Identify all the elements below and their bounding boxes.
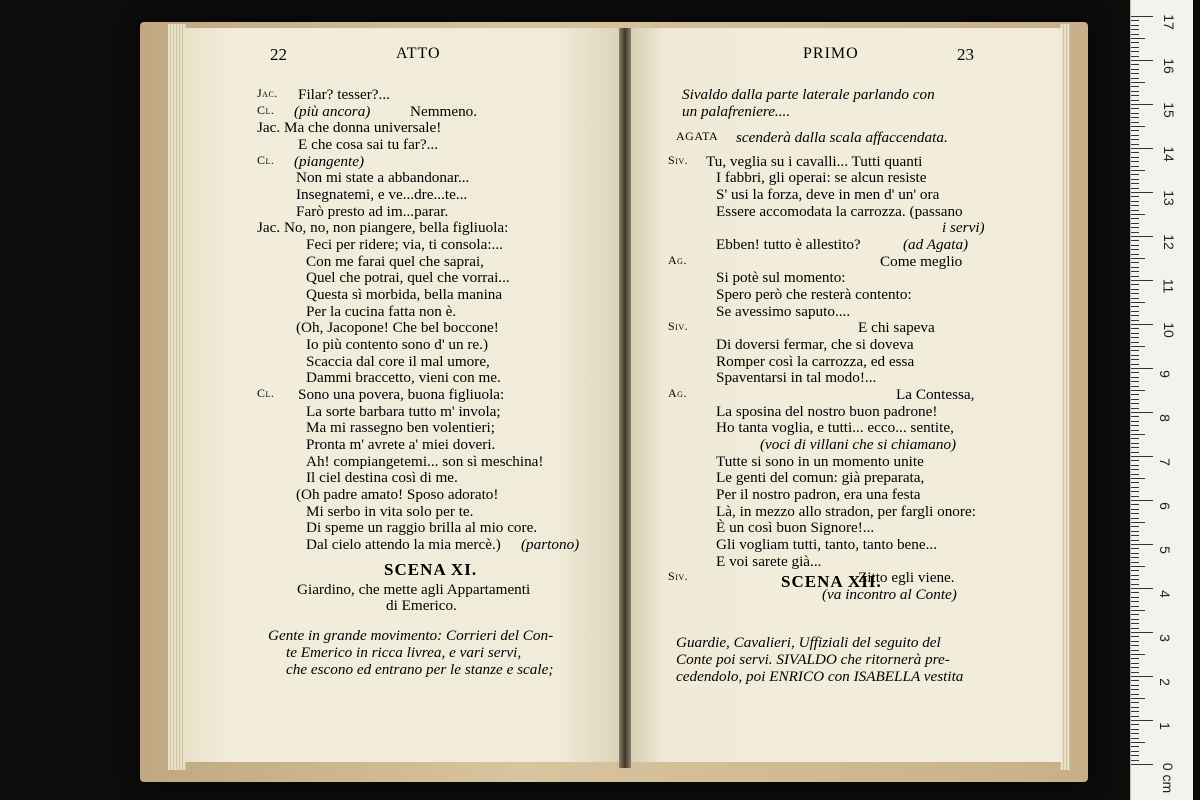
left-text-line: Ma mi rassegno ben volentieri;: [306, 419, 495, 436]
ruler-tick: [1131, 232, 1139, 233]
left-text-line: Io più contento sono d' un re.): [306, 336, 488, 353]
ruler-tick: [1131, 711, 1139, 712]
ruler-tick: [1131, 201, 1139, 202]
ruler-tick: [1131, 311, 1139, 312]
right-running-header: PRIMO: [803, 45, 859, 62]
ruler-tick: [1131, 29, 1139, 30]
ruler-tick: [1131, 764, 1153, 765]
ruler-tick: [1131, 650, 1139, 651]
ruler-tick: [1131, 500, 1153, 501]
ruler-tick: [1131, 438, 1139, 439]
ruler-number: 17: [1160, 14, 1177, 30]
right-text-line: Romper così la carrozza, ed essa: [716, 353, 915, 370]
ruler-tick: [1131, 148, 1153, 149]
ruler-number: 2: [1156, 678, 1173, 686]
ruler-tick: [1131, 368, 1153, 369]
ruler-tick: [1131, 751, 1139, 752]
ruler-tick: [1131, 302, 1145, 303]
ruler-tick: [1131, 526, 1139, 527]
left-text-line: Jac.: [257, 86, 278, 100]
ruler-tick: [1131, 416, 1139, 417]
ruler-tick: [1131, 152, 1139, 153]
ruler-tick: [1131, 166, 1139, 167]
ruler-tick: [1131, 430, 1139, 431]
ruler-tick: [1131, 491, 1139, 492]
ruler-tick: [1131, 496, 1139, 497]
left-text-line: Farò presto ad im...parar.: [296, 203, 449, 220]
left-text-line: Con me farai quel che saprai,: [306, 253, 484, 270]
ruler-tick: [1131, 350, 1139, 351]
ruler-tick: [1131, 460, 1139, 461]
ruler-tick: [1131, 456, 1153, 457]
left-text-line: Mi serbo in vita solo per te.: [306, 503, 474, 520]
ruler-tick: [1131, 658, 1139, 659]
ruler-tick: [1131, 469, 1139, 470]
ruler-tick: [1131, 210, 1139, 211]
right-text-line: Come meglio: [880, 253, 963, 270]
ruler-tick: [1131, 205, 1139, 206]
ruler-tick: [1131, 359, 1139, 360]
ruler-tick: [1131, 518, 1139, 519]
ruler-number: 4: [1156, 590, 1173, 598]
ruler-tick: [1131, 434, 1145, 435]
ruler-tick: [1131, 320, 1139, 321]
ruler-tick: [1131, 452, 1139, 453]
ruler-tick: [1131, 236, 1153, 237]
left-text-line: Per la cucina fatta non è.: [306, 303, 457, 320]
ruler-tick: [1131, 570, 1139, 571]
right-text-line: Le genti del comun: già preparata,: [716, 469, 925, 486]
ruler-tick: [1131, 280, 1153, 281]
ruler-tick: [1131, 223, 1139, 224]
ruler-tick: [1131, 399, 1139, 400]
ruler-tick: [1131, 544, 1153, 545]
left-text-line: (partono): [521, 536, 580, 553]
ruler-tick: [1131, 487, 1139, 488]
ruler-tick: [1131, 654, 1145, 655]
ruler-tick: [1131, 557, 1139, 558]
left-text-line: E che cosa sai tu far?...: [298, 136, 438, 153]
ruler-tick: [1131, 447, 1139, 448]
ruler-tick: [1131, 412, 1153, 413]
book-gutter: [619, 28, 631, 768]
ruler-tick: [1131, 504, 1139, 505]
ruler-tick: [1131, 139, 1139, 140]
ruler-tick: [1131, 328, 1139, 329]
ruler-tick: [1131, 306, 1139, 307]
right-text-line: (va incontro al Conte): [822, 586, 957, 603]
ruler-tick: [1131, 535, 1139, 536]
ruler-tick: [1131, 126, 1145, 127]
right-text-line: Per il nostro padron, era una festa: [716, 486, 921, 503]
ruler-tick: [1131, 482, 1139, 483]
ruler-number: 8: [1156, 414, 1173, 422]
ruler-tick: [1131, 364, 1139, 365]
ruler-tick: [1131, 42, 1139, 43]
left-text-line: Nemmeno.: [410, 103, 478, 120]
measuring-ruler: [1130, 0, 1193, 800]
ruler-tick: [1131, 394, 1139, 395]
left-page-number: 22: [270, 45, 287, 64]
ruler-tick: [1131, 108, 1139, 109]
ruler-tick: [1131, 592, 1139, 593]
ruler-tick: [1131, 135, 1139, 136]
ruler-tick: [1131, 566, 1145, 567]
ruler-tick: [1131, 100, 1139, 101]
ruler-tick: [1131, 245, 1139, 246]
ruler-tick: [1131, 562, 1139, 563]
ruler-number: 6: [1156, 502, 1173, 510]
right-text-line: AGATA: [676, 129, 719, 143]
left-text-line: Ah! compiangetemi... son sì meschina!: [306, 453, 544, 470]
ruler-tick: [1131, 667, 1139, 668]
ruler-tick: [1131, 680, 1139, 681]
right-text-line: Zitto egli viene.: [858, 569, 955, 586]
left-text-line: Cl.: [257, 103, 275, 117]
ruler-tick: [1131, 720, 1153, 721]
ruler-tick: [1131, 324, 1153, 325]
ruler-tick: [1131, 513, 1139, 514]
ruler-tick: [1131, 69, 1139, 70]
ruler-tick: [1131, 254, 1139, 255]
right-text-line: Ebben! tutto è allestito?: [716, 236, 861, 253]
left-text-line: Giardino, che mette agli Appartamenti: [297, 581, 531, 598]
ruler-tick: [1131, 408, 1139, 409]
ruler-tick: [1131, 38, 1145, 39]
ruler-tick: [1131, 218, 1139, 219]
ruler-number: 14: [1160, 146, 1177, 162]
ruler-tick: [1131, 122, 1139, 123]
left-text-line: Insegnatemi, e ve...dre...te...: [296, 186, 468, 203]
ruler-tick: [1131, 267, 1139, 268]
right-text-line: i servi): [942, 219, 985, 236]
left-text-line: di Emerico.: [386, 597, 457, 614]
ruler-tick: [1131, 293, 1139, 294]
ruler-tick: [1131, 262, 1139, 263]
ruler-tick: [1131, 588, 1153, 589]
ruler-tick: [1131, 716, 1139, 717]
right-text-line: Di doversi fermar, che si doveva: [716, 336, 914, 353]
ruler-tick: [1131, 724, 1139, 725]
ruler-tick: [1131, 663, 1139, 664]
ruler-tick: [1131, 575, 1139, 576]
ruler-tick: [1131, 509, 1139, 510]
right-text-line: (voci di villani che si chiamano): [760, 436, 957, 453]
right-text-line: Si potè sul momento:: [716, 269, 846, 286]
left-text-line: Di speme un raggio brilla al mio core.: [306, 519, 538, 536]
left-text-line: Dal cielo attendo la mia mercè.): [306, 536, 501, 553]
ruler-tick: [1131, 553, 1139, 554]
right-text-line: E chi sapeva: [858, 319, 935, 336]
right-text-line: Ag.: [668, 253, 687, 267]
ruler-tick: [1131, 51, 1139, 52]
ruler-tick: [1131, 315, 1139, 316]
ruler-tick: [1131, 403, 1139, 404]
right-text-line: Sivaldo dalla parte laterale parlando con: [682, 86, 935, 103]
ruler-tick: [1131, 240, 1139, 241]
ruler-tick: [1131, 579, 1139, 580]
right-text-line: Tu, veglia su i cavalli... Tutti quanti: [706, 153, 923, 170]
ruler-tick: [1131, 227, 1139, 228]
ruler-tick: [1131, 601, 1139, 602]
right-text-line: Gli vogliam tutti, tanto, tanto bene...: [716, 536, 938, 553]
right-text-line: Essere accomodata la carrozza. (passano: [716, 203, 963, 220]
ruler-tick: [1131, 733, 1139, 734]
left-text-line: Filar? tesser?...: [298, 86, 390, 103]
left-text-line: Cl.: [257, 153, 275, 167]
ruler-tick: [1131, 377, 1139, 378]
left-running-header: ATTO: [396, 45, 441, 62]
ruler-tick: [1131, 645, 1139, 646]
right-text-line: Siv.: [668, 153, 689, 167]
ruler-tick: [1131, 619, 1139, 620]
left-text-line: Cl.: [257, 386, 275, 400]
ruler-tick: [1131, 95, 1139, 96]
right-text-line: Se avessimo saputo....: [716, 303, 851, 320]
ruler-tick: [1131, 249, 1139, 250]
right-text-line: S' usi la forza, deve in men d' un' ora: [716, 186, 940, 203]
ruler-tick: [1131, 170, 1145, 171]
ruler-tick: [1131, 144, 1139, 145]
ruler-tick: [1131, 342, 1139, 343]
ruler-unit-label: 0 cm: [1160, 762, 1177, 794]
ruler-tick: [1131, 258, 1145, 259]
right-text-line: Là, in mezzo allo stradon, per fargli onore:: [716, 503, 976, 520]
ruler-tick: [1131, 702, 1139, 703]
scene-heading-xi: SCENA XI.: [384, 560, 478, 579]
ruler-tick: [1131, 298, 1139, 299]
ruler-tick: [1131, 276, 1139, 277]
ruler-tick: [1131, 548, 1139, 549]
ruler-tick: [1131, 672, 1139, 673]
ruler-tick: [1131, 610, 1145, 611]
ruler-tick: [1131, 676, 1153, 677]
ruler-number: 12: [1160, 234, 1177, 250]
left-text-line: Quel che potrai, quel che vorrai...: [306, 269, 510, 286]
ruler-tick: [1131, 337, 1139, 338]
ruler-tick: [1131, 729, 1139, 730]
ruler-tick: [1131, 86, 1139, 87]
right-text-line: scenderà dalla scala affaccendata.: [736, 129, 948, 146]
left-text-line: (Oh padre amato! Sposo adorato!: [296, 486, 499, 503]
left-text-line: Feci per ridere; via, ti consola:...: [306, 236, 503, 253]
ruler-tick: [1131, 522, 1145, 523]
ruler-tick: [1131, 78, 1139, 79]
right-text-line: La Contessa,: [896, 386, 975, 403]
ruler-tick: [1131, 636, 1139, 637]
ruler-tick: [1131, 104, 1153, 105]
left-text-line: La sorte barbara tutto m' invola;: [306, 403, 501, 420]
ruler-tick: [1131, 372, 1139, 373]
ruler-tick: [1131, 698, 1145, 699]
right-text-line: La sposina del nostro buon padrone!: [716, 403, 938, 420]
ruler-tick: [1131, 355, 1139, 356]
ruler-tick: [1131, 179, 1139, 180]
ruler-tick: [1131, 694, 1139, 695]
ruler-tick: [1131, 597, 1139, 598]
ruler-tick: [1131, 157, 1139, 158]
ruler-tick: [1131, 16, 1153, 17]
right-text-line: I fabbri, gli operai: se alcun resiste: [716, 169, 927, 186]
ruler-number: 13: [1160, 190, 1177, 206]
ruler-tick: [1131, 540, 1139, 541]
ruler-tick: [1131, 421, 1139, 422]
right-text-line: Conte poi servi. SIVALDO che ritornerà pre-: [676, 651, 950, 668]
right-text-line: Spaventarsi in tal modo!...: [716, 369, 877, 386]
left-text-line: (Oh, Jacopone! Che bel boccone!: [296, 319, 499, 336]
right-text-line: Ho tanta voglia, e tutti... ecco... sentite,: [716, 419, 954, 436]
ruler-tick: [1131, 760, 1139, 761]
ruler-tick: [1131, 196, 1139, 197]
ruler-tick: [1131, 73, 1139, 74]
ruler-number: 11: [1160, 278, 1177, 294]
ruler-tick: [1131, 188, 1139, 189]
left-text-line: che escono ed entrano per le stanze e scale;: [286, 661, 554, 678]
ruler-tick: [1131, 117, 1139, 118]
ruler-tick: [1131, 584, 1139, 585]
ruler-tick: [1131, 60, 1153, 61]
right-text-line: Tutte si sono in un momento unite: [716, 453, 924, 470]
ruler-tick: [1131, 614, 1139, 615]
ruler-tick: [1131, 192, 1153, 193]
right-text-line: È un così buon Signore!...: [716, 519, 875, 536]
ruler-number: 3: [1156, 634, 1173, 642]
ruler-tick: [1131, 742, 1145, 743]
ruler-tick: [1131, 161, 1139, 162]
ruler-tick: [1131, 707, 1139, 708]
left-text-line: Dammi braccetto, vieni con me.: [306, 369, 501, 386]
ruler-tick: [1131, 632, 1153, 633]
left-text-line: Sono una povera, buona figliuola:: [298, 386, 505, 403]
left-text-line: Questa sì morbida, bella manina: [306, 286, 503, 303]
left-text-line: te Emerico in ricca livrea, e vari servi,: [286, 644, 522, 661]
left-text-line: (più ancora): [294, 103, 371, 120]
ruler-tick: [1131, 685, 1139, 686]
ruler-number: 7: [1156, 458, 1173, 466]
ruler-tick: [1131, 623, 1139, 624]
ruler-tick: [1131, 628, 1139, 629]
ruler-tick: [1131, 346, 1145, 347]
ruler-tick: [1131, 47, 1139, 48]
ruler-number: 16: [1160, 58, 1177, 74]
ruler-number: 1: [1156, 722, 1173, 730]
ruler-tick: [1131, 82, 1145, 83]
ruler-tick: [1131, 289, 1139, 290]
left-text-line: Il ciel destina così di me.: [306, 469, 458, 486]
ruler-number: 15: [1160, 102, 1177, 118]
left-text-line: Scaccia dal core il mal umore,: [306, 353, 490, 370]
right-text-line: Ag.: [668, 386, 687, 400]
ruler-tick: [1131, 386, 1139, 387]
ruler-tick: [1131, 755, 1139, 756]
ruler-tick: [1131, 478, 1145, 479]
left-text-line: Gente in grande movimento: Corrieri del Con-: [268, 627, 554, 644]
ruler-tick: [1131, 746, 1139, 747]
ruler-tick: [1131, 91, 1139, 92]
ruler-tick: [1131, 56, 1139, 57]
right-text-line: un palafreniere....: [682, 103, 791, 120]
right-text-line: Siv.: [668, 569, 689, 583]
ruler-tick: [1131, 64, 1139, 65]
ruler-tick: [1131, 738, 1139, 739]
ruler-tick: [1131, 113, 1139, 114]
right-text-line: (ad Agata): [903, 236, 969, 253]
right-text-line: Spero però che resterà contento:: [716, 286, 912, 303]
ruler-tick: [1131, 641, 1139, 642]
left-text-line: Jac. No, no, non piangere, bella figliuola:: [257, 219, 509, 236]
ruler-tick: [1131, 381, 1139, 382]
ruler-tick: [1131, 271, 1139, 272]
ruler-tick: [1131, 214, 1145, 215]
left-text-line: Jac. Ma che donna universale!: [257, 119, 442, 136]
right-text-line: Guardie, Cavalieri, Uffiziali del seguito del: [676, 634, 941, 651]
ruler-number: 10: [1160, 322, 1177, 338]
ruler-tick: [1131, 130, 1139, 131]
ruler-tick: [1131, 474, 1139, 475]
ruler-tick: [1131, 333, 1139, 334]
right-text-line: Siv.: [668, 319, 689, 333]
left-text-line: (piangente): [294, 153, 365, 170]
ruler-tick: [1131, 443, 1139, 444]
ruler-tick: [1131, 284, 1139, 285]
left-text-line: Non mi state a abbandonar...: [296, 169, 470, 186]
ruler-tick: [1131, 425, 1139, 426]
ruler-tick: [1131, 465, 1139, 466]
ruler-number: 9: [1156, 370, 1173, 378]
ruler-tick: [1131, 20, 1139, 21]
ruler-tick: [1131, 689, 1139, 690]
ruler-number: 5: [1156, 546, 1173, 554]
ruler-tick: [1131, 183, 1139, 184]
right-text-line: E voi sarete già...: [716, 553, 822, 570]
scene-heading-xii: SCENA XII.: [781, 572, 882, 591]
right-text-line: cedendolo, poi ENRICO con ISABELLA vestita: [676, 668, 964, 685]
left-text-line: Pronta m' avrete a' miei doveri.: [306, 436, 496, 453]
ruler-tick: [1131, 606, 1139, 607]
ruler-tick: [1131, 25, 1139, 26]
ruler-tick: [1131, 390, 1145, 391]
right-page-number: 23: [957, 45, 974, 64]
ruler-tick: [1131, 531, 1139, 532]
ruler-tick: [1131, 174, 1139, 175]
ruler-tick: [1131, 34, 1139, 35]
